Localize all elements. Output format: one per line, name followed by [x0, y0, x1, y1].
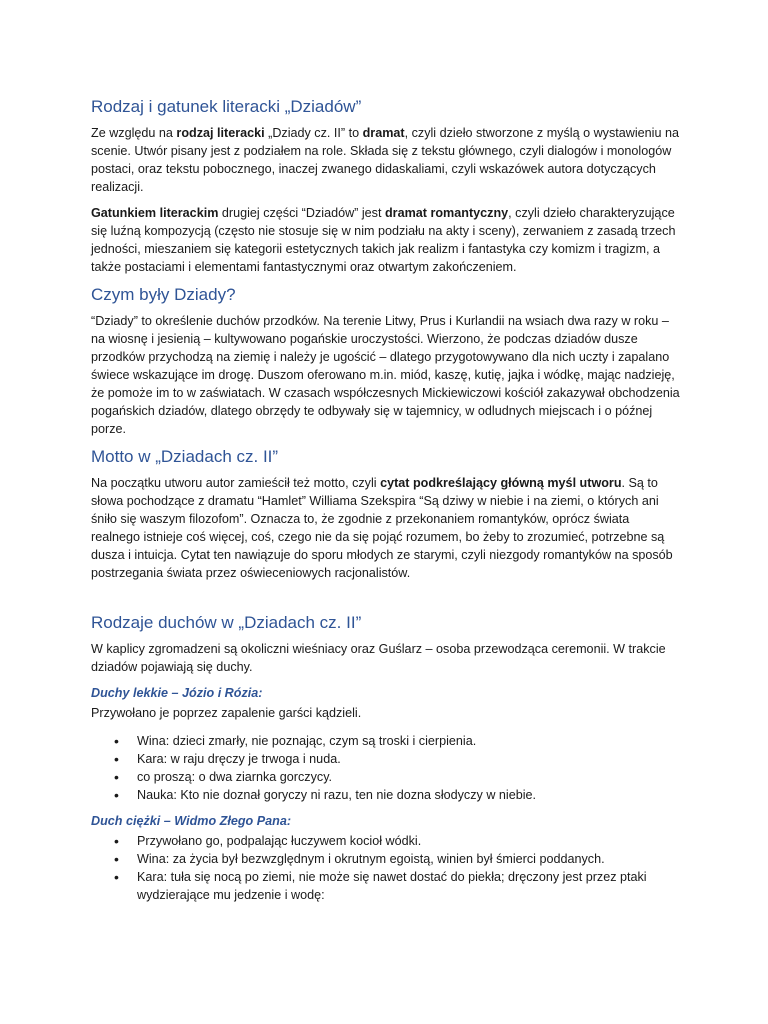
- bold-term: dramat: [362, 126, 405, 140]
- bold-term: Gatunkiem literackim: [91, 206, 219, 220]
- subheading-duchy-lekkie: Duchy lekkie – Józio i Rózia:: [91, 686, 263, 700]
- list-duchy-lekkie: [91, 732, 680, 804]
- paragraph-duchy-lekkie-intro: Przywołano je poprzez zapalenie garści kądzieli.: [91, 706, 362, 720]
- list-item: • Nauka: Kto nie doznał goryczy ni razu, ten nie dozna słodyczy w niebie.: [137, 786, 680, 804]
- list-item: • co proszą: o dwa ziarnka gorczycy.: [137, 768, 680, 786]
- bold-term: rodzaj literacki: [176, 126, 265, 140]
- paragraph-kaplica: W kaplicy zgromadzeni są okoliczni wieśniacy oraz Guślarz – osoba przewodząca ceremonii. W trakcie dziadów pojawiają się duchy.: [91, 642, 666, 674]
- list-item: • Kara: w raju dręczy je trwoga i nuda.: [137, 750, 680, 768]
- paragraph-rodzaj-literacki: [91, 124, 680, 196]
- subheading-duch-ciezki: Duch ciężki – Widmo Złego Pana:: [91, 814, 292, 828]
- list-item: • Przywołano go, podpalając łuczywem kocioł wódki.: [137, 832, 680, 850]
- text-run: . Są to słowa pochodzące z dramatu “Hamlet” Williama Szekspira “Są dziwy w niebie i na ziemi, o których ani śniło się waszym filozofom”. Oznacza to, że zgodnie z przekonaniem romantyków, oprócz świata realnego istnieje coś więcej, coś, czego nie da się pojąć rozumem, bo żeby to zrozumieć, potrzebne są dusza i intuicja. Cytat ten nawiązuje do sporu młodych ze starymi, czyli niezgody romantyków na sposób postrzegania świata przez oświeceniowych racjonalistów.: [91, 476, 673, 580]
- text-run: , czyli dzieło stworzone z myślą o wystawieniu na scenie. Utwór pisany jest z podziałem na role. Składa się z tekstu głównego, czyli dialogów i monologów postaci, oraz tekstu pobocznego, inaczej zwanego didaskaliami, czyli wskazówek autora dotyczących realizacji.: [91, 126, 679, 194]
- heading-rodzaj-gatunek: Rodzaj i gatunek literacki „Dziadów”: [91, 97, 362, 116]
- section-gap: [91, 590, 680, 612]
- list-item: • Kara: tuła się nocą po ziemi, nie może się nawet dostać do piekła; dręczony jest przez ptaki wydzierające mu jedzenie i wodę:: [137, 868, 680, 904]
- heading-czym-byly-dziady: Czym były Dziady?: [91, 285, 236, 304]
- bold-term: dramat romantyczny: [384, 206, 509, 220]
- paragraph-dziady-definition: “Dziady” to określenie duchów przodków. Na terenie Litwy, Prus i Kurlandii na wsiach dwa razy w roku – na wiosnę i jesienią – kultywowano pogańskie uroczystości. Wierzono, że podczas dziadów dusze przodków przychodzą na ziemię i należy je ugościć – dlatego przygotowywano dla nich uczty i zapalano świece wskazujące im drogę. Duszom oferowano m.in. miód, kaszę, kutię, jajka i wódkę, mając nadzieję, że pomoże im to w zaświatach. W czasach współczesnych Mickiewiczowi kościół zakazywał obchodzenia pogańskich dziadów, dlatego obrzędy te odbywały się w tajemnicy, w odludnych miejscach i o późnej porze.: [91, 314, 680, 436]
- heading-motto: Motto w „Dziadach cz. II”: [91, 447, 279, 466]
- bold-term: cytat podkreślający główną myśl utworu: [380, 476, 622, 490]
- list-item: • Wina: za życia był bezwzględnym i okrutnym egoistą, winien był śmierci poddanych.: [137, 850, 680, 868]
- text-run: , czyli dzieło charakteryzujące się luźną kompozycją (często nie stosuje się w nim podziału na akty i sceny), zerwaniem z zasadą trzech jedności, mieszaniem się kategorii estetycznych takich jak realizm i fantastyka czy komizm i tragizm, a także postaciami i elementami fantastycznymi oraz otwartym zakończeniem.: [91, 206, 676, 274]
- paragraph-gatunek: [91, 204, 680, 276]
- list-duch-ciezki: [91, 832, 680, 904]
- heading-rodzaje-duchow: Rodzaje duchów w „Dziadach cz. II”: [91, 613, 362, 632]
- paragraph-motto: [91, 474, 680, 582]
- text-run: Ze względu na: [91, 126, 177, 140]
- text-run: „Dziady cz. II” to: [264, 126, 363, 140]
- text-run: drugiej części “Dziadów” jest: [218, 206, 385, 220]
- list-item: • Wina: dzieci zmarły, nie poznając, czym są troski i cierpienia.: [137, 732, 680, 750]
- text-run: Na początku utworu autor zamieścił też motto, czyli: [91, 476, 381, 490]
